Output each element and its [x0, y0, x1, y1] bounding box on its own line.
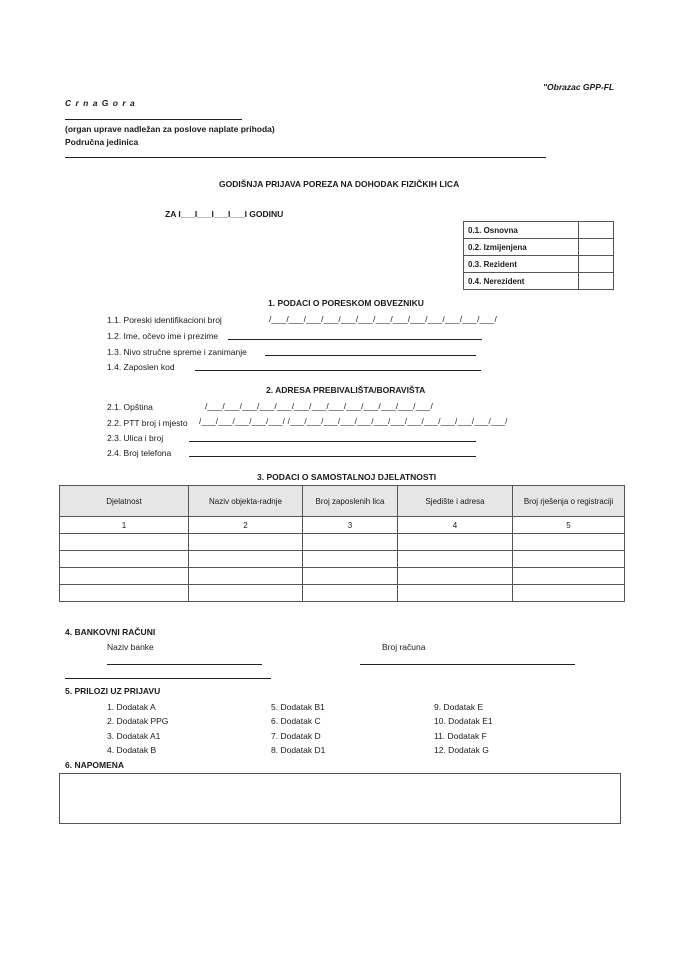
table-cell[interactable]	[60, 585, 189, 602]
col-number: 5	[513, 517, 625, 534]
table-cell[interactable]	[513, 534, 625, 551]
year-suffix: I GODINU	[244, 209, 284, 219]
authority-note: (organ uprave nadležan za poslove naplate prihoda)	[65, 124, 275, 134]
bank-name-label: Naziv banke	[107, 642, 154, 652]
table-cell[interactable]	[398, 585, 513, 602]
name-input[interactable]	[228, 339, 482, 340]
account-number-label: Broj računa	[382, 642, 426, 652]
attachment-item: 6. Dodatak C	[271, 716, 321, 727]
year-input[interactable]: ___I___I___I___	[180, 209, 245, 219]
option-row	[464, 256, 614, 273]
pib-input[interactable]: /___/___/___/___/___/___/___/___/___/___/___/___/___/	[269, 314, 498, 324]
education-input[interactable]	[265, 355, 476, 356]
year-prefix: ZA I	[165, 209, 181, 219]
attachments-col-3	[434, 700, 493, 757]
table-cell[interactable]	[60, 568, 189, 585]
attachment-item: 5. Dodatak B1	[271, 702, 325, 712]
employer-input[interactable]	[195, 370, 481, 371]
table-cell[interactable]	[60, 534, 189, 551]
col-header-address: Sjedište i adresa	[398, 486, 513, 517]
table-cell[interactable]	[513, 585, 625, 602]
option-checkbox-osnovna[interactable]	[579, 222, 614, 239]
section1-label-pib: 1.1. Poreski identifikacioni broj	[107, 315, 222, 325]
option-label: 0.2. Izmijenjena	[464, 239, 579, 256]
option-row	[464, 222, 614, 239]
option-label: 0.3. Rezident	[464, 256, 579, 273]
col-number: 2	[189, 517, 303, 534]
table-cell[interactable]	[513, 551, 625, 568]
country-name: C r n a G o r a	[65, 98, 136, 108]
attachment-item: 2. Dodatak PPG	[107, 716, 169, 727]
table-cell[interactable]	[303, 585, 398, 602]
col-header-employees: Broj zaposlenih lica	[303, 486, 398, 517]
country-underline	[65, 119, 242, 120]
col-number: 4	[398, 517, 513, 534]
table-cell[interactable]	[303, 534, 398, 551]
report-type-table	[463, 221, 614, 290]
option-label: 0.1. Osnovna	[464, 222, 579, 239]
col-number: 1	[60, 517, 189, 534]
section1-label-employer: 1.4. Zaposlen kod	[107, 362, 175, 372]
table-row	[60, 585, 625, 602]
attachment-item: 1. Dodatak A	[107, 702, 156, 712]
table-cell[interactable]	[513, 568, 625, 585]
attachment-item: 3. Dodatak A1	[107, 730, 161, 741]
attachments-col-2	[271, 700, 325, 757]
attachment-item: 8. Dodatak D1	[271, 744, 326, 755]
table-cell[interactable]	[60, 551, 189, 568]
form-title: GODIŠNJA PRIJAVA POREZA NA DOHODAK FIZIČKIH LICA	[219, 179, 460, 189]
option-row	[464, 239, 614, 256]
table-cell[interactable]	[189, 568, 303, 585]
col-header-object: Naziv objekta-radnje	[189, 486, 303, 517]
postal-input[interactable]: /___/___/___/___/___/ /___/___/___/___/___/___/___/___/___/___/___/___/___/	[199, 417, 508, 426]
table-cell[interactable]	[303, 568, 398, 585]
table-cell[interactable]	[398, 568, 513, 585]
section2-label-street: 2.3. Ulica i broj	[107, 433, 164, 443]
table-cell[interactable]	[398, 534, 513, 551]
attachment-item: 11. Dodatak F	[434, 730, 487, 741]
table-row	[60, 534, 625, 551]
unit-label: Područna jedinica	[65, 137, 139, 147]
account-number-input[interactable]	[360, 664, 575, 665]
table-row	[60, 568, 625, 585]
table-number-row	[60, 517, 625, 534]
attachment-item: 4. Dodatak B	[107, 744, 157, 755]
bank-name-input[interactable]	[107, 664, 262, 665]
municipality-input[interactable]: /___/___/___/___/___/___/___/___/___/___/___/___/___/	[205, 401, 434, 411]
section3-title: 3. PODACI O SAMOSTALNOJ DJELATNOSTI	[257, 472, 437, 482]
form-code: "Obrazac GPP-FL	[543, 82, 615, 92]
section2-label-municipality: 2.1. Opština	[107, 402, 153, 412]
section4-title: 4. BANKOVNI RAČUNI	[65, 627, 156, 637]
unit-underline	[65, 157, 546, 158]
option-checkbox-nerezident[interactable]	[579, 273, 614, 290]
section2-label-postal: 2.2. PTT broj i mjesto	[107, 418, 188, 428]
street-input[interactable]	[189, 441, 476, 442]
phone-input[interactable]	[189, 456, 476, 457]
section1-title: 1. PODACI O PORESKOM OBVEZNIKU	[268, 298, 424, 308]
table-row	[60, 551, 625, 568]
attachment-item: 7. Dodatak D	[271, 730, 321, 741]
attachment-item: 10. Dodatak E1	[434, 716, 493, 727]
bank-separator	[65, 678, 271, 679]
table-cell[interactable]	[189, 534, 303, 551]
attachment-item: 9. Dodatak E	[434, 702, 484, 712]
table-cell[interactable]	[398, 551, 513, 568]
table-header-row	[60, 486, 625, 517]
attachments-col-1	[107, 700, 168, 757]
option-row	[464, 273, 614, 290]
section2-label-phone: 2.4. Broj telefona	[107, 448, 172, 458]
section5-title: 5. PRILOZI UZ PRIJAVU	[65, 686, 161, 696]
option-checkbox-izmijenjena[interactable]	[579, 239, 614, 256]
col-header-registration: Broj rješenja o registraciji	[513, 486, 625, 517]
section6-title: 6. NAPOMENA	[65, 760, 125, 770]
year-line	[165, 209, 283, 219]
activity-table	[59, 485, 625, 602]
table-cell[interactable]	[303, 551, 398, 568]
table-cell[interactable]	[189, 585, 303, 602]
attachment-item: 12. Dodatak G	[434, 744, 489, 755]
col-number: 3	[303, 517, 398, 534]
table-cell[interactable]	[189, 551, 303, 568]
option-checkbox-rezident[interactable]	[579, 256, 614, 273]
option-label: 0.4. Nerezident	[464, 273, 579, 290]
note-textarea[interactable]	[59, 773, 621, 824]
col-header-activity: Djelatnost	[60, 486, 189, 517]
section2-title: 2. ADRESA PREBIVALIŠTA/BORAVIŠTA	[266, 385, 426, 395]
section1-label-education: 1.3. Nivo stručne spreme i zanimanje	[107, 347, 247, 357]
section1-label-name: 1.2. Ime, očevo ime i prezime	[107, 331, 219, 341]
